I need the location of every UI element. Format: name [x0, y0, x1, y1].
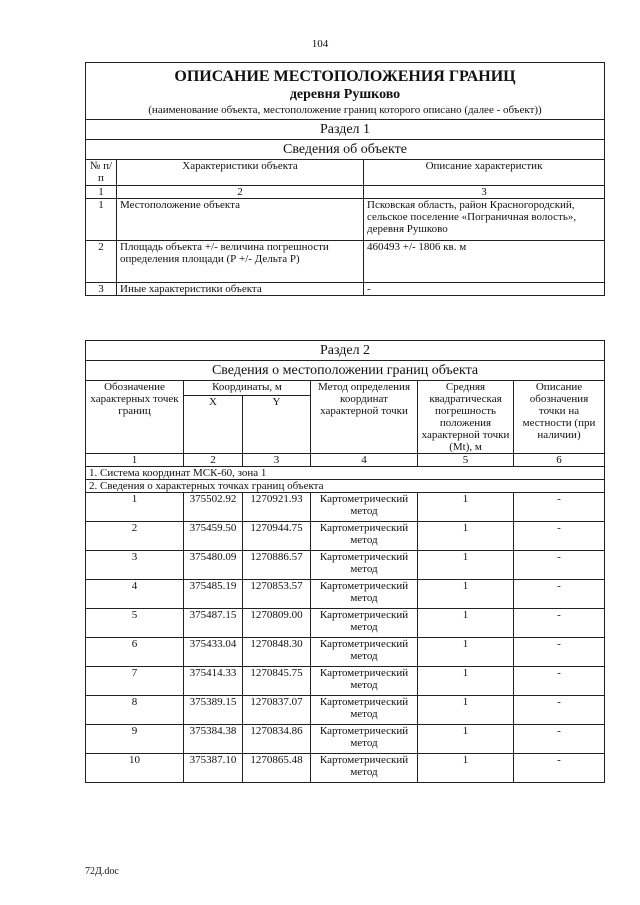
point-x: 375433.04 — [184, 638, 243, 667]
col-header-x: X — [184, 396, 243, 454]
point-x: 375384.38 — [184, 725, 243, 754]
section2-title: Сведения о местоположении границ объекта — [86, 361, 605, 381]
col-header-number: № п/п — [86, 160, 117, 186]
point-method: Картометрический метод — [311, 696, 418, 725]
document-title: ОПИСАНИЕ МЕСТОПОЛОЖЕНИЯ ГРАНИЦ — [174, 68, 516, 85]
section1-title: Сведения об объекте — [86, 140, 605, 160]
point-method: Картометрический метод — [311, 754, 418, 783]
point-number: 6 — [86, 638, 184, 667]
col-header-description: Описание характеристик — [364, 160, 605, 186]
row-description: Псковская область, район Красногородский, сельское поселение «Пограничная волость», деревня Рушково — [364, 199, 605, 241]
point-x: 375502.92 — [184, 493, 243, 522]
row-description: 460493 +/- 1806 кв. м — [364, 241, 605, 283]
point-error: 1 — [418, 667, 514, 696]
point-x: 375459.50 — [184, 522, 243, 551]
point-y: 1270853.57 — [243, 580, 311, 609]
col-index: 5 — [418, 454, 514, 467]
point-y: 1270809.00 — [243, 609, 311, 638]
object-name-note: (наименование объекта, местоположение границ которого описано (далее - объект)) — [148, 104, 542, 116]
table-row — [86, 638, 605, 667]
point-method: Картометрический метод — [311, 609, 418, 638]
point-error: 1 — [418, 725, 514, 754]
object-info-table — [85, 62, 605, 296]
col-index: 3 — [243, 454, 311, 467]
table-row — [86, 551, 605, 580]
point-y: 1270834.86 — [243, 725, 311, 754]
point-y: 1270944.75 — [243, 522, 311, 551]
point-error: 1 — [418, 522, 514, 551]
table-row — [86, 522, 605, 551]
point-description: - — [514, 638, 605, 667]
table-row — [86, 199, 605, 241]
object-name: деревня Рушково — [289, 87, 401, 102]
point-description: - — [514, 667, 605, 696]
row-number: 2 — [86, 241, 117, 283]
point-number: 1 — [86, 493, 184, 522]
point-number: 10 — [86, 754, 184, 783]
point-description: - — [514, 493, 605, 522]
point-description: - — [514, 522, 605, 551]
col-header-characteristic: Характеристики объекта — [117, 160, 364, 186]
point-method: Картометрический метод — [311, 725, 418, 754]
point-x: 375485.19 — [184, 580, 243, 609]
col-header-method: Метод определения координат характерной точки — [311, 381, 418, 454]
col-header-coordinates: Координаты, м — [184, 381, 311, 396]
point-method: Картометрический метод — [311, 493, 418, 522]
point-description: - — [514, 551, 605, 580]
boundary-points-table — [85, 340, 605, 783]
table-row — [86, 725, 605, 754]
point-y: 1270921.93 — [243, 493, 311, 522]
row-characteristic: Местоположение объекта — [117, 199, 364, 241]
table-row — [86, 609, 605, 638]
point-error: 1 — [418, 580, 514, 609]
point-method: Картометрический метод — [311, 638, 418, 667]
col-index: 1 — [86, 186, 117, 199]
section1-label: Раздел 1 — [86, 120, 605, 140]
coordinate-system: 1. Система координат МСК-60, зона 1 — [86, 467, 605, 480]
point-description: - — [514, 609, 605, 638]
point-error: 1 — [418, 609, 514, 638]
table-row — [86, 580, 605, 609]
col-index: 2 — [184, 454, 243, 467]
point-number: 7 — [86, 667, 184, 696]
point-number: 9 — [86, 725, 184, 754]
row-number: 1 — [86, 199, 117, 241]
point-method: Картометрический метод — [311, 522, 418, 551]
col-header-error: Средняя квадратическая погрешность положения характерной точки (Mt), м — [418, 381, 514, 454]
point-x: 375389.15 — [184, 696, 243, 725]
point-description: - — [514, 754, 605, 783]
point-y: 1270886.57 — [243, 551, 311, 580]
col-header-y: Y — [243, 396, 311, 454]
point-error: 1 — [418, 551, 514, 580]
table-row — [86, 241, 605, 283]
row-characteristic: Иные характеристики объекта — [117, 283, 364, 296]
point-error: 1 — [418, 696, 514, 725]
point-number: 2 — [86, 522, 184, 551]
point-error: 1 — [418, 754, 514, 783]
point-description: - — [514, 696, 605, 725]
point-description: - — [514, 580, 605, 609]
point-y: 1270845.75 — [243, 667, 311, 696]
col-index: 2 — [117, 186, 364, 199]
section2-label: Раздел 2 — [86, 341, 605, 361]
file-name-footer: 72Д.doc — [85, 866, 119, 877]
point-error: 1 — [418, 638, 514, 667]
col-index: 3 — [364, 186, 605, 199]
point-number: 8 — [86, 696, 184, 725]
point-number: 4 — [86, 580, 184, 609]
point-description: - — [514, 725, 605, 754]
page-number: 104 — [311, 38, 329, 50]
row-characteristic: Площадь объекта +/- величина погрешности определения площади (Р +/- Дельта Р) — [117, 241, 364, 283]
col-index: 4 — [311, 454, 418, 467]
point-x: 375487.15 — [184, 609, 243, 638]
point-y: 1270837.07 — [243, 696, 311, 725]
col-header-point-description: Описание обозначения точки на местности (при наличии) — [514, 381, 605, 454]
point-y: 1270848.30 — [243, 638, 311, 667]
col-index: 6 — [514, 454, 605, 467]
point-number: 5 — [86, 609, 184, 638]
table-row — [86, 283, 605, 296]
document-title-cell — [86, 63, 605, 120]
point-method: Картометрический метод — [311, 551, 418, 580]
col-header-point: Обозначение характерных точек границ — [86, 381, 184, 454]
point-method: Картометрический метод — [311, 667, 418, 696]
row-description: - — [364, 283, 605, 296]
point-x: 375480.09 — [184, 551, 243, 580]
table-row — [86, 696, 605, 725]
point-error: 1 — [418, 493, 514, 522]
point-x: 375387.10 — [184, 754, 243, 783]
table-row — [86, 493, 605, 522]
row-number: 3 — [86, 283, 117, 296]
table-row — [86, 667, 605, 696]
point-y: 1270865.48 — [243, 754, 311, 783]
point-number: 3 — [86, 551, 184, 580]
point-x: 375414.33 — [184, 667, 243, 696]
col-index: 1 — [86, 454, 184, 467]
point-method: Картометрический метод — [311, 580, 418, 609]
table-row — [86, 754, 605, 783]
points-section-label: 2. Сведения о характерных точках границ объекта — [86, 480, 605, 493]
